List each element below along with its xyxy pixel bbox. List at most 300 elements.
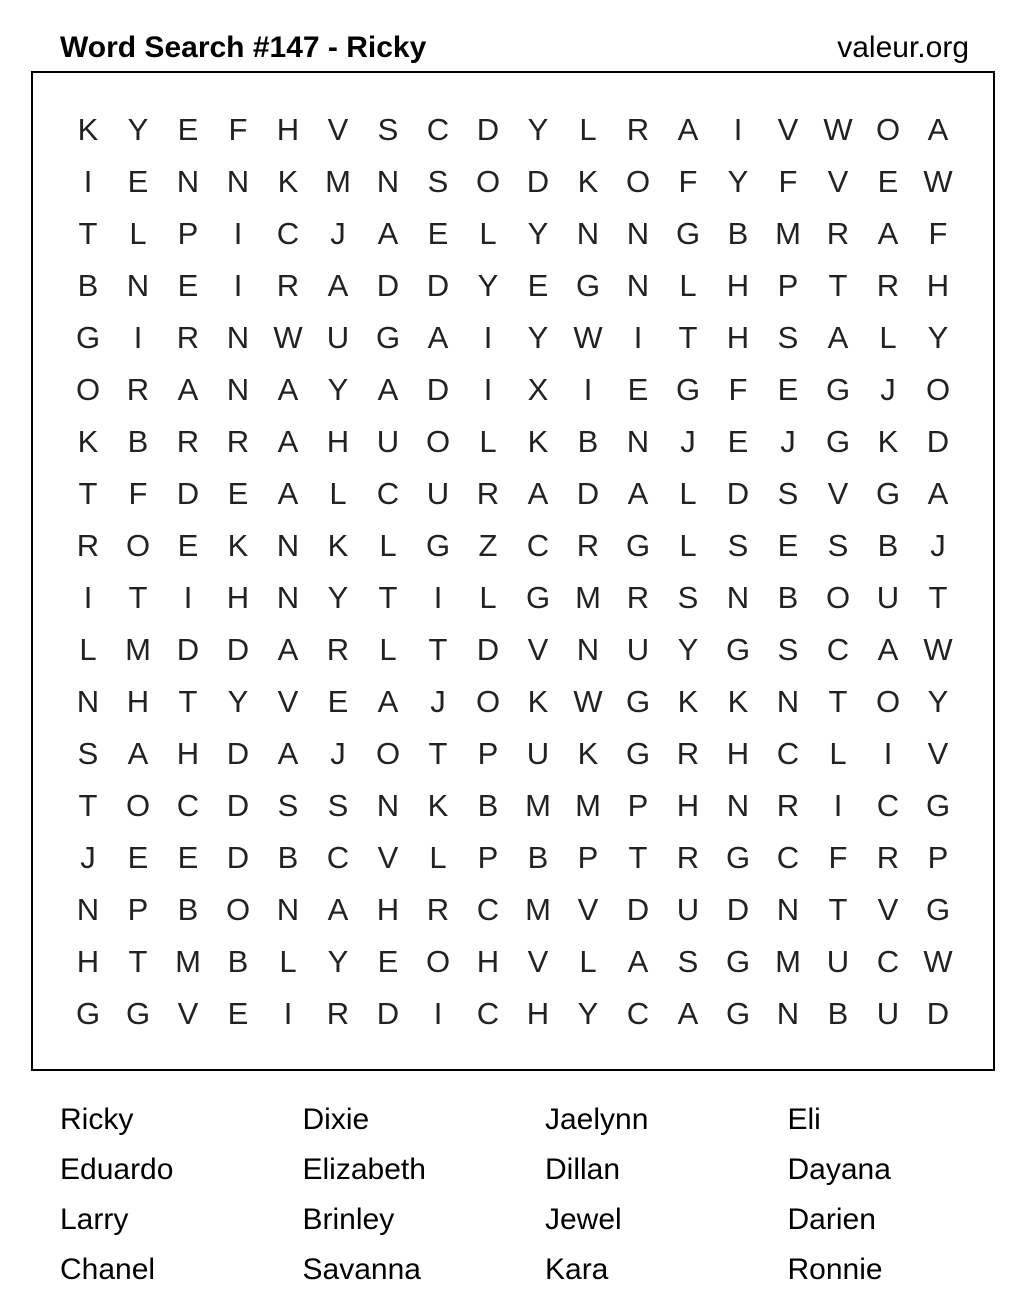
grid-cell[interactable]: N — [126, 268, 150, 303]
grid-cell[interactable]: Y — [727, 164, 749, 199]
grid-cell[interactable]: R — [76, 528, 100, 563]
grid-cell[interactable]: E — [377, 944, 399, 979]
grid-cell[interactable]: C — [626, 996, 650, 1031]
grid-cell[interactable]: H — [326, 424, 350, 459]
grid-cell[interactable]: M — [575, 788, 601, 823]
grid-cell[interactable]: O — [475, 684, 501, 719]
grid-cell[interactable]: Y — [927, 320, 949, 355]
grid-cell[interactable]: W — [573, 684, 603, 719]
grid-cell[interactable]: M — [125, 632, 151, 667]
grid-cell[interactable]: A — [277, 476, 299, 511]
grid-cell[interactable]: G — [925, 892, 951, 927]
grid-cell[interactable]: C — [526, 528, 550, 563]
grid-cell[interactable]: I — [483, 320, 493, 355]
grid-cell[interactable]: M — [175, 944, 201, 979]
grid-cell[interactable]: I — [483, 372, 493, 407]
grid-cell[interactable]: Z — [478, 528, 498, 563]
grid-cell[interactable]: A — [277, 736, 299, 771]
grid-cell[interactable]: A — [877, 632, 899, 667]
grid-cell[interactable]: H — [676, 788, 700, 823]
grid-cell[interactable]: T — [428, 736, 448, 771]
grid-cell[interactable]: D — [476, 112, 500, 147]
grid-cell[interactable]: E — [177, 112, 199, 147]
grid-cell[interactable]: F — [778, 164, 798, 199]
grid-cell[interactable]: N — [626, 216, 650, 251]
grid-cell[interactable]: G — [675, 216, 701, 251]
grid-cell[interactable]: V — [577, 892, 599, 927]
grid-cell[interactable]: G — [625, 528, 651, 563]
grid-cell[interactable]: E — [127, 164, 149, 199]
grid-cell[interactable]: C — [176, 788, 200, 823]
grid-cell[interactable]: C — [876, 788, 900, 823]
grid-cell[interactable]: M — [525, 892, 551, 927]
grid-cell[interactable]: H — [726, 736, 750, 771]
grid-cell[interactable]: J — [330, 736, 346, 771]
grid-cell[interactable]: U — [326, 320, 350, 355]
grid-cell[interactable]: K — [77, 112, 99, 147]
grid-cell[interactable]: M — [575, 580, 601, 615]
grid-cell[interactable]: D — [376, 268, 400, 303]
grid-cell[interactable]: P — [577, 840, 599, 875]
grid-cell[interactable]: J — [680, 424, 696, 459]
grid-cell[interactable]: R — [776, 788, 800, 823]
grid-cell[interactable]: R — [276, 268, 300, 303]
grid-cell[interactable]: G — [625, 736, 651, 771]
grid-cell[interactable]: A — [377, 216, 399, 251]
grid-cell[interactable]: A — [277, 372, 299, 407]
grid-cell[interactable]: D — [226, 840, 250, 875]
grid-cell[interactable]: O — [875, 684, 901, 719]
grid-cell[interactable]: V — [177, 996, 199, 1031]
grid-cell[interactable]: O — [475, 164, 501, 199]
grid-cell[interactable]: I — [633, 320, 643, 355]
grid-cell[interactable]: S — [777, 320, 799, 355]
grid-cell[interactable]: A — [927, 476, 949, 511]
grid-cell[interactable]: V — [527, 944, 549, 979]
grid-cell[interactable]: V — [877, 892, 899, 927]
grid-cell[interactable]: H — [726, 268, 750, 303]
grid-cell[interactable]: R — [876, 840, 900, 875]
grid-cell[interactable]: N — [576, 632, 600, 667]
grid-cell[interactable]: V — [827, 164, 849, 199]
grid-cell[interactable]: C — [376, 476, 400, 511]
grid-cell[interactable]: S — [677, 580, 699, 615]
grid-cell[interactable]: Y — [577, 996, 599, 1031]
grid-cell[interactable]: H — [476, 944, 500, 979]
grid-cell[interactable]: A — [327, 892, 349, 927]
grid-cell[interactable]: K — [677, 684, 699, 719]
grid-cell[interactable]: R — [576, 528, 600, 563]
grid-cell[interactable]: Y — [227, 684, 249, 719]
grid-cell[interactable]: L — [279, 944, 297, 979]
grid-cell[interactable]: S — [827, 528, 849, 563]
grid-cell[interactable]: I — [733, 112, 743, 147]
grid-cell[interactable]: U — [376, 424, 400, 459]
grid-cell[interactable]: L — [129, 216, 147, 251]
grid-cell[interactable]: B — [777, 580, 799, 615]
grid-cell[interactable]: W — [923, 164, 953, 199]
grid-cell[interactable]: R — [876, 268, 900, 303]
grid-cell[interactable]: G — [725, 996, 751, 1031]
grid-cell[interactable]: W — [273, 320, 303, 355]
grid-cell[interactable]: T — [628, 840, 648, 875]
grid-cell[interactable]: U — [876, 580, 900, 615]
grid-cell[interactable]: G — [675, 372, 701, 407]
grid-cell[interactable]: K — [577, 164, 599, 199]
grid-cell[interactable]: A — [277, 632, 299, 667]
grid-cell[interactable]: S — [327, 788, 349, 823]
grid-cell[interactable]: G — [575, 268, 601, 303]
grid-cell[interactable]: D — [926, 424, 950, 459]
grid-cell[interactable]: L — [479, 216, 497, 251]
grid-cell[interactable]: H — [526, 996, 550, 1031]
grid-cell[interactable]: L — [679, 528, 697, 563]
grid-cell[interactable]: J — [780, 424, 796, 459]
grid-cell[interactable]: Y — [527, 216, 549, 251]
grid-cell[interactable]: E — [427, 216, 449, 251]
grid-cell[interactable]: H — [376, 892, 400, 927]
grid-cell[interactable]: E — [777, 372, 799, 407]
grid-cell[interactable]: T — [828, 684, 848, 719]
grid-cell[interactable]: A — [127, 736, 149, 771]
grid-cell[interactable]: N — [276, 528, 300, 563]
grid-cell[interactable]: Y — [127, 112, 149, 147]
grid-cell[interactable]: D — [226, 736, 250, 771]
grid-cell[interactable]: A — [877, 216, 899, 251]
grid-cell[interactable]: R — [676, 840, 700, 875]
grid-cell[interactable]: R — [326, 996, 350, 1031]
grid-cell[interactable]: K — [727, 684, 749, 719]
grid-cell[interactable]: H — [76, 944, 100, 979]
grid-cell[interactable]: G — [375, 320, 401, 355]
grid-cell[interactable]: O — [125, 788, 151, 823]
grid-cell[interactable]: L — [379, 632, 397, 667]
grid-cell[interactable]: I — [133, 320, 143, 355]
grid-cell[interactable]: B — [477, 788, 499, 823]
grid-cell[interactable]: G — [425, 528, 451, 563]
grid-cell[interactable]: N — [76, 684, 100, 719]
grid-cell[interactable]: K — [527, 684, 549, 719]
grid-cell[interactable]: I — [833, 788, 843, 823]
grid-cell[interactable]: U — [876, 996, 900, 1031]
grid-cell[interactable]: M — [525, 788, 551, 823]
grid-cell[interactable]: H — [726, 320, 750, 355]
grid-cell[interactable]: R — [626, 112, 650, 147]
grid-cell[interactable]: O — [125, 528, 151, 563]
grid-cell[interactable]: G — [725, 944, 751, 979]
grid-cell[interactable]: N — [276, 892, 300, 927]
grid-cell[interactable]: K — [227, 528, 249, 563]
grid-cell[interactable]: Y — [527, 112, 549, 147]
grid-cell[interactable]: Y — [327, 372, 349, 407]
grid-cell[interactable]: E — [177, 528, 199, 563]
grid-cell[interactable]: L — [879, 320, 897, 355]
grid-cell[interactable]: B — [577, 424, 599, 459]
grid-cell[interactable]: I — [433, 580, 443, 615]
grid-cell[interactable]: H — [126, 684, 150, 719]
grid-cell[interactable]: E — [527, 268, 549, 303]
grid-cell[interactable]: E — [877, 164, 899, 199]
grid-cell[interactable]: G — [75, 996, 101, 1031]
grid-cell[interactable]: R — [326, 632, 350, 667]
grid-cell[interactable]: U — [426, 476, 450, 511]
grid-cell[interactable]: G — [725, 632, 751, 667]
grid-cell[interactable]: C — [426, 112, 450, 147]
grid-cell[interactable]: A — [377, 684, 399, 719]
grid-cell[interactable]: J — [80, 840, 96, 875]
grid-cell[interactable]: R — [126, 372, 150, 407]
grid-cell[interactable]: D — [726, 476, 750, 511]
grid-cell[interactable]: S — [77, 736, 99, 771]
grid-cell[interactable]: N — [226, 320, 250, 355]
grid-cell[interactable]: N — [726, 580, 750, 615]
grid-cell[interactable]: R — [826, 216, 850, 251]
grid-cell[interactable]: O — [425, 424, 451, 459]
grid-cell[interactable]: E — [177, 840, 199, 875]
grid-cell[interactable]: L — [429, 840, 447, 875]
grid-cell[interactable]: Y — [327, 580, 349, 615]
grid-cell[interactable]: B — [827, 996, 849, 1031]
grid-cell[interactable]: G — [525, 580, 551, 615]
grid-cell[interactable]: A — [377, 372, 399, 407]
grid-cell[interactable]: A — [627, 476, 649, 511]
grid-cell[interactable]: U — [676, 892, 700, 927]
grid-cell[interactable]: F — [678, 164, 698, 199]
grid-cell[interactable]: H — [176, 736, 200, 771]
grid-cell[interactable]: S — [377, 112, 399, 147]
grid-cell[interactable]: D — [576, 476, 600, 511]
grid-cell[interactable]: O — [225, 892, 251, 927]
grid-cell[interactable]: Y — [477, 268, 499, 303]
grid-cell[interactable]: S — [727, 528, 749, 563]
grid-cell[interactable]: J — [430, 684, 446, 719]
grid-cell[interactable]: V — [527, 632, 549, 667]
grid-cell[interactable]: T — [828, 268, 848, 303]
grid-cell[interactable]: N — [776, 684, 800, 719]
grid-cell[interactable]: P — [477, 840, 499, 875]
grid-cell[interactable]: D — [176, 632, 200, 667]
grid-cell[interactable]: I — [233, 216, 243, 251]
grid-cell[interactable]: N — [726, 788, 750, 823]
grid-cell[interactable]: C — [476, 892, 500, 927]
grid-cell[interactable]: A — [677, 996, 699, 1031]
grid-cell[interactable]: N — [626, 268, 650, 303]
grid-cell[interactable]: K — [427, 788, 449, 823]
grid-cell[interactable]: A — [177, 372, 199, 407]
grid-cell[interactable]: I — [233, 268, 243, 303]
grid-cell[interactable]: D — [426, 268, 450, 303]
grid-cell[interactable]: D — [226, 788, 250, 823]
grid-cell[interactable]: R — [676, 736, 700, 771]
grid-cell[interactable]: W — [823, 112, 853, 147]
grid-cell[interactable]: C — [826, 632, 850, 667]
grid-cell[interactable]: S — [427, 164, 449, 199]
grid-cell[interactable]: W — [573, 320, 603, 355]
grid-cell[interactable]: Y — [677, 632, 699, 667]
grid-cell[interactable]: D — [626, 892, 650, 927]
grid-cell[interactable]: S — [277, 788, 299, 823]
grid-cell[interactable]: P — [627, 788, 649, 823]
grid-cell[interactable]: A — [527, 476, 549, 511]
grid-cell[interactable]: L — [679, 268, 697, 303]
grid-cell[interactable]: I — [883, 736, 893, 771]
grid-cell[interactable]: D — [376, 996, 400, 1031]
grid-cell[interactable]: P — [927, 840, 949, 875]
grid-cell[interactable]: T — [678, 320, 698, 355]
grid-cell[interactable]: O — [375, 736, 401, 771]
grid-cell[interactable]: I — [583, 372, 593, 407]
grid-cell[interactable]: V — [277, 684, 299, 719]
grid-cell[interactable]: K — [277, 164, 299, 199]
grid-cell[interactable]: F — [828, 840, 848, 875]
grid-cell[interactable]: R — [226, 424, 250, 459]
grid-cell[interactable]: H — [276, 112, 300, 147]
grid-cell[interactable]: P — [477, 736, 499, 771]
grid-cell[interactable]: K — [327, 528, 349, 563]
grid-cell[interactable]: U — [826, 944, 850, 979]
grid-cell[interactable]: E — [327, 684, 349, 719]
grid-cell[interactable]: N — [376, 164, 400, 199]
grid-cell[interactable]: R — [476, 476, 500, 511]
grid-cell[interactable]: F — [928, 216, 948, 251]
grid-cell[interactable]: L — [329, 476, 347, 511]
grid-cell[interactable]: T — [178, 684, 198, 719]
grid-cell[interactable]: C — [776, 736, 800, 771]
grid-cell[interactable]: L — [829, 736, 847, 771]
grid-cell[interactable]: D — [526, 164, 550, 199]
grid-cell[interactable]: C — [276, 216, 300, 251]
grid-cell[interactable]: V — [927, 736, 949, 771]
grid-cell[interactable]: A — [327, 268, 349, 303]
grid-cell[interactable]: P — [127, 892, 149, 927]
grid-cell[interactable]: N — [576, 216, 600, 251]
grid-cell[interactable]: A — [827, 320, 849, 355]
grid-cell[interactable]: J — [930, 528, 946, 563]
grid-cell[interactable]: M — [775, 216, 801, 251]
grid-cell[interactable]: N — [76, 892, 100, 927]
grid-cell[interactable]: J — [330, 216, 346, 251]
grid-cell[interactable]: A — [627, 944, 649, 979]
grid-cell[interactable]: K — [527, 424, 549, 459]
grid-cell[interactable]: G — [925, 788, 951, 823]
grid-cell[interactable]: B — [877, 528, 899, 563]
grid-cell[interactable]: E — [727, 424, 749, 459]
grid-cell[interactable]: B — [527, 840, 549, 875]
grid-cell[interactable]: G — [125, 996, 151, 1031]
grid-cell[interactable]: O — [925, 372, 951, 407]
grid-cell[interactable]: O — [425, 944, 451, 979]
grid-cell[interactable]: A — [277, 424, 299, 459]
grid-cell[interactable]: O — [75, 372, 101, 407]
grid-cell[interactable]: D — [226, 632, 250, 667]
grid-cell[interactable]: T — [78, 476, 98, 511]
grid-cell[interactable]: N — [226, 372, 250, 407]
grid-cell[interactable]: B — [127, 424, 149, 459]
grid-cell[interactable]: G — [625, 684, 651, 719]
grid-cell[interactable]: D — [176, 476, 200, 511]
grid-cell[interactable]: L — [79, 632, 97, 667]
grid-cell[interactable]: I — [283, 996, 293, 1031]
grid-cell[interactable]: A — [677, 112, 699, 147]
grid-cell[interactable]: U — [526, 736, 550, 771]
grid-cell[interactable]: N — [776, 996, 800, 1031]
grid-cell[interactable]: B — [727, 216, 749, 251]
grid-cell[interactable]: V — [327, 112, 349, 147]
grid-cell[interactable]: G — [825, 424, 851, 459]
grid-cell[interactable]: B — [277, 840, 299, 875]
grid-cell[interactable]: Y — [527, 320, 549, 355]
grid-cell[interactable]: L — [679, 476, 697, 511]
grid-cell[interactable]: S — [777, 476, 799, 511]
grid-cell[interactable]: V — [827, 476, 849, 511]
grid-cell[interactable]: S — [677, 944, 699, 979]
grid-cell[interactable]: I — [183, 580, 193, 615]
grid-cell[interactable]: V — [777, 112, 799, 147]
grid-cell[interactable]: E — [777, 528, 799, 563]
grid-cell[interactable]: G — [75, 320, 101, 355]
grid-cell[interactable]: A — [927, 112, 949, 147]
grid-cell[interactable]: L — [379, 528, 397, 563]
grid-cell[interactable]: N — [176, 164, 200, 199]
grid-cell[interactable]: X — [527, 372, 549, 407]
grid-cell[interactable]: O — [825, 580, 851, 615]
grid-cell[interactable]: B — [227, 944, 249, 979]
grid-cell[interactable]: H — [926, 268, 950, 303]
grid-cell[interactable]: L — [479, 424, 497, 459]
grid-cell[interactable]: E — [177, 268, 199, 303]
grid-cell[interactable]: D — [726, 892, 750, 927]
grid-cell[interactable]: B — [177, 892, 199, 927]
grid-cell[interactable]: T — [928, 580, 948, 615]
grid-cell[interactable]: J — [880, 372, 896, 407]
grid-cell[interactable]: D — [476, 632, 500, 667]
grid-cell[interactable]: C — [326, 840, 350, 875]
grid-cell[interactable]: P — [177, 216, 199, 251]
grid-cell[interactable]: B — [77, 268, 99, 303]
grid-cell[interactable]: G — [725, 840, 751, 875]
grid-cell[interactable]: L — [579, 112, 597, 147]
grid-cell[interactable]: T — [128, 580, 148, 615]
grid-cell[interactable]: O — [875, 112, 901, 147]
grid-cell[interactable]: T — [128, 944, 148, 979]
grid-cell[interactable]: P — [777, 268, 799, 303]
grid-cell[interactable]: T — [378, 580, 398, 615]
grid-cell[interactable]: V — [377, 840, 399, 875]
grid-cell[interactable]: N — [276, 580, 300, 615]
grid-cell[interactable]: R — [176, 424, 200, 459]
grid-cell[interactable]: L — [479, 580, 497, 615]
grid-cell[interactable]: N — [776, 892, 800, 927]
grid-cell[interactable]: I — [83, 580, 93, 615]
grid-cell[interactable]: C — [876, 944, 900, 979]
grid-cell[interactable]: N — [626, 424, 650, 459]
grid-cell[interactable]: E — [227, 476, 249, 511]
grid-cell[interactable]: H — [226, 580, 250, 615]
grid-cell[interactable]: L — [579, 944, 597, 979]
grid-cell[interactable]: W — [923, 944, 953, 979]
grid-cell[interactable]: T — [828, 892, 848, 927]
grid-cell[interactable]: C — [776, 840, 800, 875]
grid-cell[interactable]: N — [376, 788, 400, 823]
grid-cell[interactable]: G — [875, 476, 901, 511]
grid-cell[interactable]: T — [428, 632, 448, 667]
grid-cell[interactable]: E — [227, 996, 249, 1031]
grid-cell[interactable]: W — [923, 632, 953, 667]
grid-cell[interactable]: K — [77, 424, 99, 459]
grid-cell[interactable]: A — [427, 320, 449, 355]
grid-cell[interactable]: U — [626, 632, 650, 667]
grid-cell[interactable]: F — [228, 112, 248, 147]
